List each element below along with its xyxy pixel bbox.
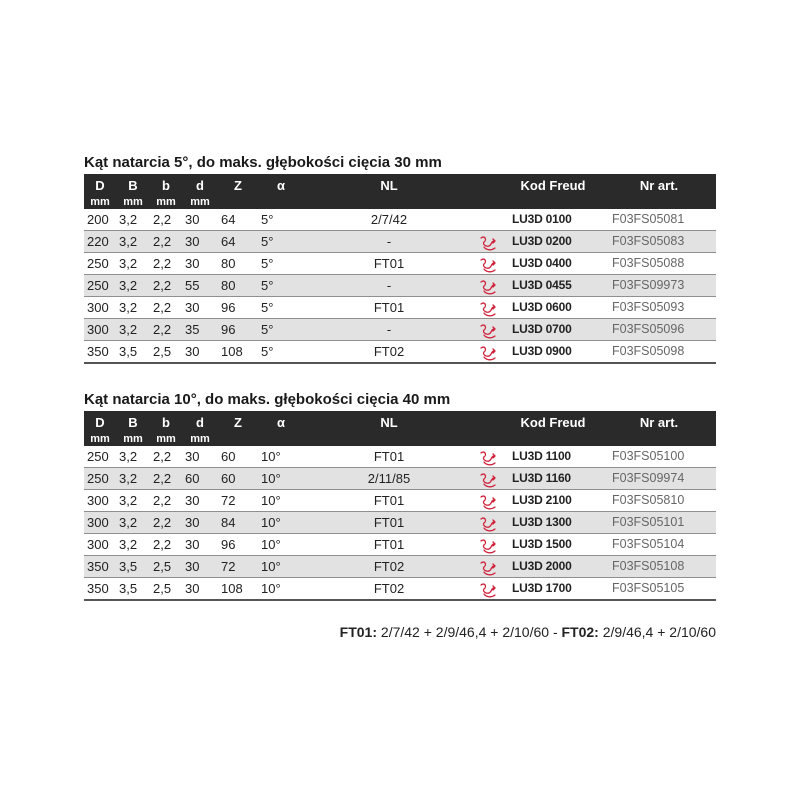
cell-icon bbox=[474, 556, 504, 578]
cell-d: 250 bbox=[87, 449, 109, 464]
cell-b-small: 2,2 bbox=[153, 278, 172, 293]
cell-nl: FT01 bbox=[373, 300, 405, 315]
column-header bbox=[258, 433, 304, 446]
cell-icon bbox=[474, 534, 504, 556]
hook-tooth-icon bbox=[478, 559, 500, 577]
cell-d: 250 bbox=[87, 278, 109, 293]
table-row bbox=[84, 490, 716, 512]
cell-b: 3,2 bbox=[119, 493, 138, 508]
cell-bore: 30 bbox=[185, 449, 200, 464]
cell-z: 108 bbox=[221, 344, 243, 359]
cell-kod-freud: LU3D 2000 bbox=[512, 559, 572, 573]
cell-z: 96 bbox=[221, 322, 236, 337]
cell-b: 3,5 bbox=[119, 344, 138, 359]
cell-bore: 30 bbox=[185, 581, 200, 596]
column-header bbox=[504, 196, 602, 209]
cell-icon bbox=[474, 468, 504, 490]
cell-icon bbox=[474, 297, 504, 319]
cell-z: 72 bbox=[221, 559, 236, 574]
cell-d: 300 bbox=[87, 537, 109, 552]
cell-kod-freud: LU3D 0400 bbox=[512, 256, 572, 270]
column-header: mm bbox=[90, 433, 110, 445]
ft02-text: 2/9/46,4 + 2/10/60 bbox=[598, 624, 716, 640]
cell-b: 3,2 bbox=[119, 537, 138, 552]
table-row bbox=[84, 556, 716, 578]
cell-b-small: 2,2 bbox=[153, 449, 172, 464]
cell-kod-freud: LU3D 1700 bbox=[512, 581, 572, 595]
table-row bbox=[84, 275, 716, 297]
column-header bbox=[474, 174, 504, 196]
cell-icon bbox=[474, 446, 504, 468]
cell-nr-art: F03FS05810 bbox=[612, 493, 685, 507]
cell-z: 108 bbox=[221, 581, 243, 596]
cell-icon bbox=[474, 253, 504, 275]
column-header: mm bbox=[156, 196, 176, 208]
ft02-label: FT02: bbox=[561, 624, 599, 640]
table-row bbox=[84, 231, 716, 253]
cell-kod-freud: LU3D 1100 bbox=[512, 449, 571, 463]
column-header bbox=[602, 433, 716, 446]
cell-angle: 5° bbox=[261, 300, 274, 315]
table-row bbox=[84, 253, 716, 275]
column-header bbox=[218, 196, 258, 209]
cell-b-small: 2,2 bbox=[153, 322, 172, 337]
hook-tooth-icon bbox=[478, 449, 500, 467]
cell-d: 300 bbox=[87, 322, 109, 337]
cell-d: 300 bbox=[87, 515, 109, 530]
cell-bore: 30 bbox=[185, 212, 200, 227]
cell-z: 96 bbox=[221, 300, 236, 315]
cell-nl: FT02 bbox=[373, 581, 405, 596]
cell-angle: 10° bbox=[261, 559, 281, 574]
cell-z: 80 bbox=[221, 256, 236, 271]
column-header: mm bbox=[190, 433, 210, 445]
cell-z: 96 bbox=[221, 537, 236, 552]
cell-angle: 10° bbox=[261, 537, 281, 552]
column-header: mm bbox=[190, 196, 210, 208]
column-header bbox=[504, 433, 602, 446]
cell-d: 350 bbox=[87, 559, 109, 574]
cell-z: 64 bbox=[221, 212, 236, 227]
column-header: B bbox=[128, 177, 138, 193]
cell-nr-art: F03FS05108 bbox=[612, 559, 685, 573]
cell-kod-freud: LU3D 0600 bbox=[512, 300, 572, 314]
cell-nl: 2/7/42 bbox=[370, 212, 408, 227]
cell-bore: 30 bbox=[185, 256, 200, 271]
cell-z: 60 bbox=[221, 449, 236, 464]
hook-tooth-icon bbox=[478, 537, 500, 555]
cell-kod-freud: LU3D 1160 bbox=[512, 471, 571, 485]
cell-kod-freud: LU3D 0100 bbox=[512, 212, 572, 226]
column-header: Kod Freud bbox=[520, 414, 586, 430]
cell-d: 220 bbox=[87, 234, 109, 249]
cell-z: 64 bbox=[221, 234, 236, 249]
cell-bore: 30 bbox=[185, 537, 200, 552]
column-header: Z bbox=[234, 177, 242, 193]
cell-d: 300 bbox=[87, 300, 109, 315]
cell-nl: - bbox=[386, 278, 392, 293]
ft01-label: FT01: bbox=[339, 624, 378, 640]
column-header: Kod Freud bbox=[520, 177, 586, 193]
cell-bore: 30 bbox=[185, 493, 200, 508]
column-header: b bbox=[162, 177, 170, 193]
column-header: B bbox=[128, 414, 138, 430]
column-header bbox=[602, 196, 716, 209]
cell-angle: 10° bbox=[261, 581, 281, 596]
table1-header bbox=[84, 174, 716, 209]
cell-b-small: 2,2 bbox=[153, 471, 172, 486]
cell-icon bbox=[474, 275, 504, 297]
cell-b-small: 2,2 bbox=[153, 493, 172, 508]
hook-tooth-icon bbox=[478, 471, 500, 489]
cell-b: 3,2 bbox=[119, 234, 138, 249]
column-header: d bbox=[196, 177, 204, 193]
cell-kod-freud: LU3D 0900 bbox=[512, 344, 572, 358]
table2-header bbox=[84, 411, 716, 446]
cell-icon bbox=[474, 319, 504, 341]
table-row bbox=[84, 534, 716, 556]
cell-nr-art: F03FS05101 bbox=[612, 515, 685, 529]
ft01-text: 2/7/42 + 2/9/46,4 + 2/10/60 - bbox=[377, 624, 562, 640]
cell-bore: 30 bbox=[185, 234, 200, 249]
cell-angle: 5° bbox=[261, 212, 274, 227]
hook-tooth-icon bbox=[478, 344, 500, 362]
hook-tooth-icon bbox=[478, 234, 500, 252]
cell-b-small: 2,5 bbox=[153, 559, 172, 574]
table-5deg bbox=[84, 174, 716, 364]
cell-b-small: 2,2 bbox=[153, 537, 172, 552]
cell-bore: 30 bbox=[185, 559, 200, 574]
column-header: D bbox=[95, 177, 105, 193]
section-10deg bbox=[84, 389, 716, 601]
cell-angle: 5° bbox=[261, 234, 274, 249]
cell-angle: 5° bbox=[261, 344, 274, 359]
cell-nr-art: F03FS05088 bbox=[612, 256, 685, 270]
table2-title: Kąt natarcia 10°, do maks. głębokości cięcia 40 mm bbox=[84, 391, 451, 408]
column-header bbox=[304, 433, 474, 446]
cell-nl: - bbox=[386, 322, 392, 337]
cell-nr-art: F03FS05105 bbox=[612, 581, 685, 595]
cell-b: 3,2 bbox=[119, 515, 138, 530]
cell-b: 3,5 bbox=[119, 559, 138, 574]
table2-body bbox=[84, 446, 716, 600]
hook-tooth-icon bbox=[478, 300, 500, 318]
cell-d: 350 bbox=[87, 344, 109, 359]
cell-bore: 60 bbox=[185, 471, 200, 486]
column-header: d bbox=[196, 414, 204, 430]
cell-b-small: 2,2 bbox=[153, 256, 172, 271]
column-header: b bbox=[162, 414, 170, 430]
cell-d: 300 bbox=[87, 493, 109, 508]
cell-bore: 35 bbox=[185, 322, 200, 337]
cell-nl: FT01 bbox=[373, 449, 405, 464]
column-header bbox=[304, 196, 474, 209]
cell-bore: 55 bbox=[185, 278, 200, 293]
table1-title: Kąt natarcia 5°, do maks. głębokości cięcia 30 mm bbox=[84, 154, 442, 171]
cell-icon bbox=[474, 341, 504, 364]
cell-icon bbox=[474, 209, 504, 231]
column-header: D bbox=[95, 414, 105, 430]
table-row bbox=[84, 446, 716, 468]
cell-nl: FT02 bbox=[373, 559, 405, 574]
table-row bbox=[84, 319, 716, 341]
cell-b: 3,2 bbox=[119, 300, 138, 315]
table-row bbox=[84, 341, 716, 364]
cell-angle: 10° bbox=[261, 493, 281, 508]
hook-tooth-icon bbox=[478, 322, 500, 340]
cell-icon bbox=[474, 490, 504, 512]
cell-nl: FT01 bbox=[373, 256, 405, 271]
column-header: Z bbox=[234, 414, 242, 430]
cell-b-small: 2,2 bbox=[153, 234, 172, 249]
column-header: Nr art. bbox=[639, 177, 679, 193]
footnote bbox=[84, 624, 716, 640]
cell-z: 72 bbox=[221, 493, 236, 508]
cell-d: 250 bbox=[87, 256, 109, 271]
hook-tooth-icon bbox=[478, 256, 500, 274]
hook-tooth-icon bbox=[478, 493, 500, 511]
cell-nr-art: F03FS05100 bbox=[612, 449, 685, 463]
cell-kod-freud: LU3D 1500 bbox=[512, 537, 572, 551]
cell-angle: 10° bbox=[261, 515, 281, 530]
cell-nr-art: F03FS05096 bbox=[612, 322, 685, 336]
column-header: mm bbox=[90, 196, 110, 208]
cell-d: 200 bbox=[87, 212, 109, 227]
table-row bbox=[84, 209, 716, 231]
cell-kod-freud: LU3D 1300 bbox=[512, 515, 572, 529]
cell-icon bbox=[474, 512, 504, 534]
hook-tooth-icon bbox=[478, 581, 500, 599]
cell-nl: FT01 bbox=[373, 493, 405, 508]
cell-nr-art: F03FS05083 bbox=[612, 234, 685, 248]
column-header bbox=[218, 433, 258, 446]
cell-b: 3,2 bbox=[119, 322, 138, 337]
cell-nl: 2/11/85 bbox=[367, 471, 411, 486]
column-header bbox=[258, 196, 304, 209]
column-header: NL bbox=[380, 177, 398, 193]
cell-angle: 5° bbox=[261, 322, 274, 337]
column-header: mm bbox=[123, 196, 143, 208]
cell-b: 3,2 bbox=[119, 449, 138, 464]
column-header bbox=[474, 411, 504, 433]
cell-icon bbox=[474, 231, 504, 253]
cell-b: 3,2 bbox=[119, 278, 138, 293]
cell-nr-art: F03FS09974 bbox=[612, 471, 685, 485]
column-header: mm bbox=[123, 433, 143, 445]
cell-nr-art: F03FS09973 bbox=[612, 278, 685, 292]
cell-nr-art: F03FS05093 bbox=[612, 300, 685, 314]
column-header: Nr art. bbox=[639, 414, 679, 430]
cell-b-small: 2,5 bbox=[153, 344, 172, 359]
column-header: NL bbox=[380, 414, 398, 430]
cell-b: 3,2 bbox=[119, 212, 138, 227]
cell-angle: 5° bbox=[261, 256, 274, 271]
table-row bbox=[84, 468, 716, 490]
cell-kod-freud: LU3D 2100 bbox=[512, 493, 572, 507]
cell-bore: 30 bbox=[185, 300, 200, 315]
cell-bore: 30 bbox=[185, 344, 200, 359]
cell-z: 84 bbox=[221, 515, 236, 530]
cell-b: 3,5 bbox=[119, 581, 138, 596]
cell-icon bbox=[474, 578, 504, 601]
cell-kod-freud: LU3D 0200 bbox=[512, 234, 572, 248]
cell-nr-art: F03FS05081 bbox=[612, 212, 685, 226]
cell-nl: FT01 bbox=[373, 537, 405, 552]
column-header: α bbox=[277, 414, 285, 430]
cell-kod-freud: LU3D 0700 bbox=[512, 322, 572, 336]
cell-b-small: 2,2 bbox=[153, 515, 172, 530]
cell-b-small: 2,2 bbox=[153, 300, 172, 315]
column-header: α bbox=[277, 177, 285, 193]
table-10deg bbox=[84, 411, 716, 601]
cell-bore: 30 bbox=[185, 515, 200, 530]
table1-body bbox=[84, 209, 716, 363]
cell-b-small: 2,2 bbox=[153, 212, 172, 227]
column-header bbox=[474, 433, 504, 446]
hook-tooth-icon bbox=[478, 278, 500, 296]
cell-nl: FT02 bbox=[373, 344, 405, 359]
cell-d: 250 bbox=[87, 471, 109, 486]
cell-d: 350 bbox=[87, 581, 109, 596]
cell-nl: FT01 bbox=[373, 515, 405, 530]
table-row bbox=[84, 297, 716, 319]
cell-nr-art: F03FS05104 bbox=[612, 537, 685, 551]
section-5deg bbox=[84, 152, 716, 364]
cell-angle: 5° bbox=[261, 278, 274, 293]
column-header: mm bbox=[156, 433, 176, 445]
cell-b: 3,2 bbox=[119, 256, 138, 271]
cell-kod-freud: LU3D 0455 bbox=[512, 278, 572, 292]
cell-angle: 10° bbox=[261, 449, 281, 464]
cell-angle: 10° bbox=[261, 471, 281, 486]
table-row bbox=[84, 512, 716, 534]
column-header bbox=[474, 196, 504, 209]
cell-z: 60 bbox=[221, 471, 236, 486]
cell-b: 3,2 bbox=[119, 471, 138, 486]
cell-z: 80 bbox=[221, 278, 236, 293]
hook-tooth-icon bbox=[478, 515, 500, 533]
table-row bbox=[84, 578, 716, 601]
cell-nr-art: F03FS05098 bbox=[612, 344, 685, 358]
cell-b-small: 2,5 bbox=[153, 581, 172, 596]
cell-nl: - bbox=[386, 234, 392, 249]
